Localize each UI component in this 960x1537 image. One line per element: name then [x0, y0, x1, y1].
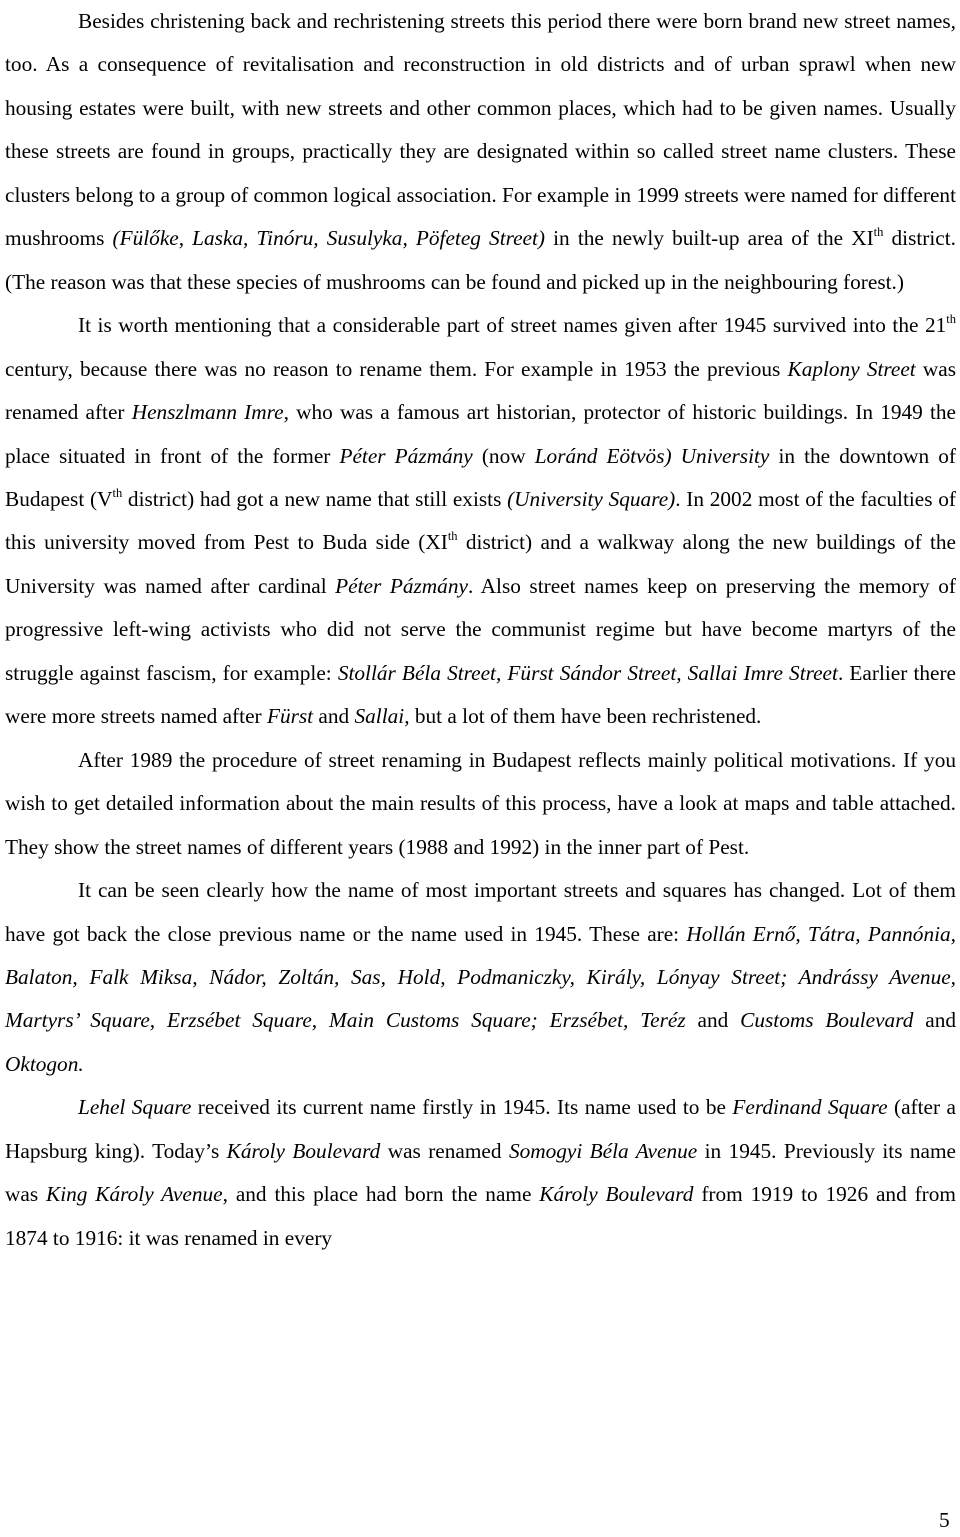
- text-run: district) and a walkway along the new buildings of the University was named after cardinal: [5, 530, 957, 598]
- italic-text-run: Customs Boulevard: [740, 1008, 914, 1033]
- text-run: After 1989 the procedure of street renaming in Budapest reflects mainly political motivations. If you wish to get detailed information about the main results of this process, have a look at maps and table attached. They show the street names of different years (1988 and 1992) in the inner part of Pest.: [5, 747, 956, 859]
- italic-text-run: Péter Pázmány: [335, 573, 468, 598]
- superscript-ordinal: th: [447, 529, 458, 544]
- body-text: [5, 0, 956, 1260]
- text-run: (now: [472, 443, 535, 468]
- text-run: It is worth mentioning that a considerable part of street names given after 1945 survived into the 21: [78, 313, 947, 338]
- page-number: 5: [939, 1508, 950, 1532]
- italic-text-run: King Károly Avenue: [46, 1182, 223, 1207]
- text-run: . Earlier there were more streets named after: [5, 660, 957, 729]
- italic-text-run: Stollár Béla Street, Fürst Sándor Street, Sallai Imre Street: [337, 660, 838, 685]
- italic-text-run: (University Square): [507, 486, 676, 511]
- text-run: in 1945. Previously its name was: [5, 1138, 956, 1207]
- italic-text-run: Ferdinand Square: [732, 1095, 888, 1120]
- text-run: from 1919 to 1926 and from 1874 to 1916: it was renamed in every: [5, 1182, 956, 1250]
- text-run: received its current name firstly in 1945. Its name used to be: [191, 1095, 733, 1120]
- text-run: and: [913, 1008, 957, 1033]
- text-run: It can be seen clearly how the name of most important streets and squares has changed. Lot of them have got back the close previous name or the name used in 1945. These are:: [5, 878, 956, 946]
- text-run: . In 2002 most of the faculties of this university moved from Pest to Buda side (XI: [5, 486, 957, 555]
- text-run: , and this place had born the name: [222, 1182, 540, 1207]
- paragraph-surviving-names: [5, 304, 956, 739]
- italic-text-run: Károly Boulevard: [539, 1182, 694, 1207]
- paragraph-changed-names: [5, 869, 956, 1086]
- italic-text-run: Hollán Ernő, Tátra, Pannónia, Balaton, Falk Miksa, Nádor, Zoltán, Sas, Hold, Podmaniczky, Király, Lónyay Street; Andrássy Avenue, Martyrs’ Square, Erzsébet Square, Main Customs Square; Erzsébet, Teréz: [5, 921, 956, 1033]
- superscript-ordinal: th: [873, 225, 884, 240]
- text-run: district) had got a new name that still exists: [122, 486, 508, 511]
- paragraph-after-1989: [5, 739, 956, 869]
- italic-text-run: Kaplony Street: [787, 356, 916, 381]
- text-run: district. (The reason was that these species of mushrooms can be found and picked up in the neighbouring forest.): [5, 226, 956, 294]
- italic-text-run: Somogyi Béla Avenue: [508, 1138, 698, 1163]
- italic-text-run: Sallai: [354, 704, 405, 729]
- text-run: in the downtown of Budapest (V: [5, 443, 956, 511]
- italic-text-run: Oktogon.: [5, 1051, 84, 1076]
- paragraph-lehel-square: [5, 1086, 956, 1260]
- italic-text-run: Lehel Square: [78, 1095, 192, 1120]
- superscript-ordinal: th: [946, 312, 956, 327]
- text-run: . Also street names keep on preserving the memory of progressive left-wing activists who did not serve the communist regime but have become martyrs of the struggle against fascism, for example:: [5, 573, 956, 685]
- text-run: was renamed after: [5, 356, 956, 425]
- text-run: in the newly built-up area of the XI: [545, 226, 874, 251]
- italic-text-run: Fürst: [266, 704, 314, 729]
- italic-text-run: Loránd Eötvös) University: [534, 443, 770, 468]
- document-page: [5, 0, 956, 1260]
- text-run: was renamed: [380, 1138, 509, 1163]
- italic-text-run: Károly Boulevard: [226, 1138, 381, 1163]
- text-run: and: [313, 704, 355, 729]
- text-run: and: [685, 1008, 741, 1033]
- text-run: , who was a famous art historian, protector of historic buildings. In 1949 the place situated in front of the former: [5, 400, 956, 468]
- text-run: century, because there was no reason to rename them. For example in 1953 the previous: [5, 356, 788, 381]
- text-run: (after a Hapsburg king). Today’s: [5, 1095, 956, 1163]
- italic-text-run: Péter Pázmány: [339, 443, 473, 468]
- italic-text-run: (Fülőke, Laska, Tinóru, Susulyka, Pöfeteg Street): [112, 226, 546, 251]
- text-run: , but a lot of them have been rechristened.: [404, 704, 762, 729]
- italic-text-run: Henszlmann Imre: [131, 400, 284, 425]
- paragraph-new-street-names: [5, 0, 956, 304]
- text-run: Besides christening back and rechristening streets this period there were born brand new street names, too. As a consequence of revitalisation and reconstruction in old districts and of urban sprawl when new housing estates were built, with new streets and other common places, which had to be given names. Usually these streets are found in groups, practically they are designated within so called street name clusters. These clusters belong to a group of common logical association. For example in 1999 streets were named for different mushrooms: [5, 9, 956, 251]
- superscript-ordinal: th: [112, 485, 123, 500]
